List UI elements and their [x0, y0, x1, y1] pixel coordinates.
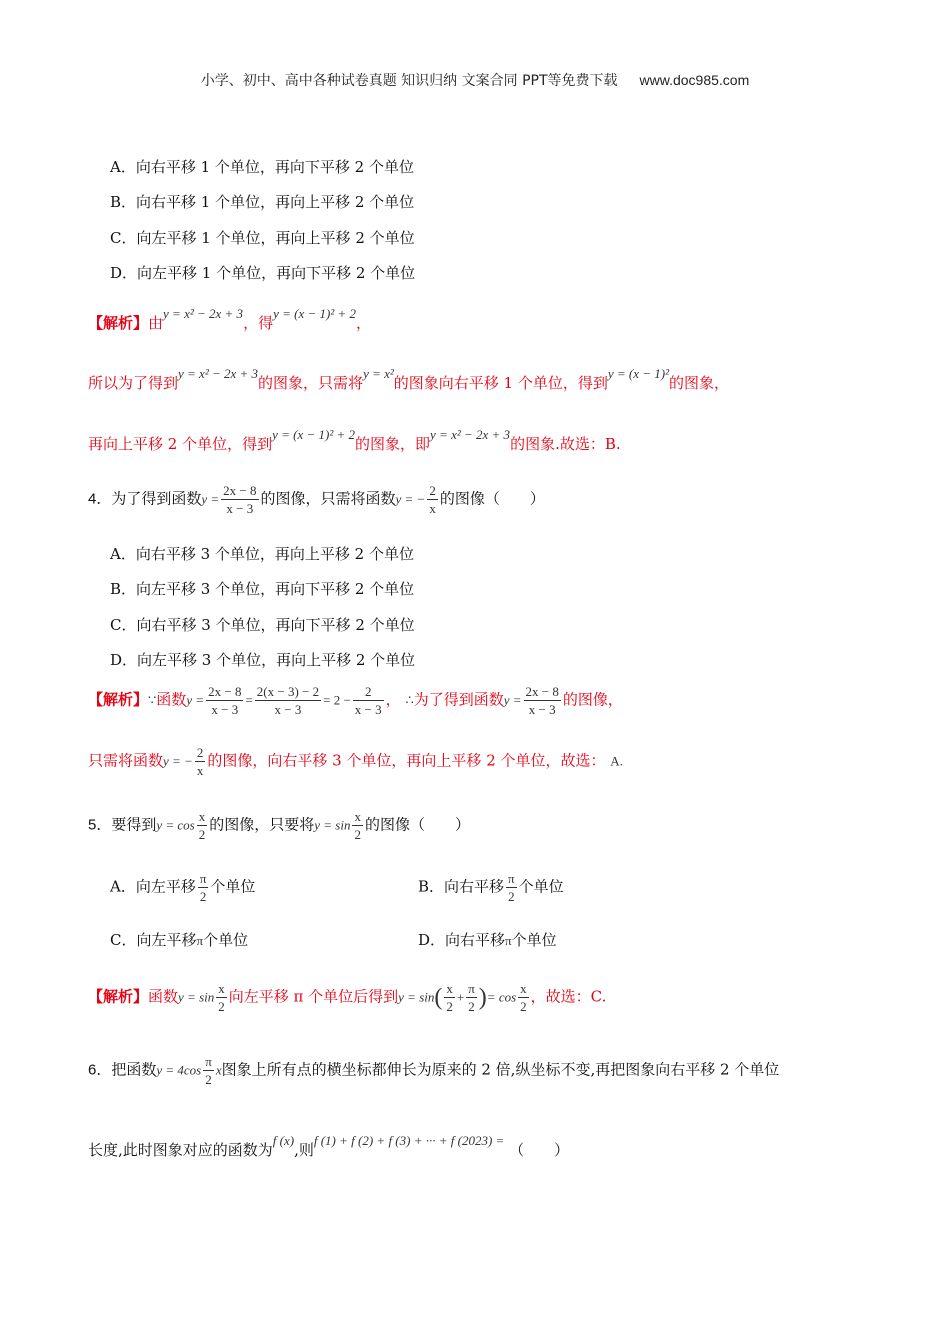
q6-stem-line2: 长度,此时图象对应的函数为f (x),则f (1) + f (2) + f (3) + ··· + f (2023) = （ ）	[88, 1133, 570, 1159]
solution-tag: 【解析】	[88, 314, 149, 332]
formula: y = x² − 2x + 3	[430, 427, 511, 442]
formula: y = (x − 1)²	[607, 366, 670, 381]
fraction: $\frac{2}{x}$	[429, 483, 436, 516]
solution-tag: 【解析】	[88, 690, 149, 709]
q5-option-a: A．向左平移 $\frac{\pi}{2}$ 个单位	[110, 871, 256, 904]
fraction: $\frac{x}{2}$	[520, 981, 527, 1014]
q3-option-b: B．向右平移 1 个单位，再向上平移 2 个单位	[110, 193, 415, 211]
q3-solution-line1: 【解析】由y = x² − 2x + 3，得y = (x − 1)² + 2，	[88, 306, 372, 332]
fraction: $\frac{\pi}{2}$	[468, 981, 475, 1014]
header-text: 小学、初中、高中各种试卷真题 知识归纳 文案合同 PPT等免费下载	[200, 73, 618, 89]
question-number: 5．	[88, 816, 112, 834]
q3-solution-line2: 所以为了得到y = x² − 2x + 3的图象，只需将y = x²的图象向右平移 1 个单位，得到y = (x − 1)²的图象，	[88, 366, 730, 392]
formula: f (1) + f (2) + f (3) + ··· + f (2023) =	[313, 1133, 505, 1148]
q5-option-b: B．向右平移 $\frac{\pi}{2}$ 个单位	[418, 871, 564, 904]
q4-stem: 4．为了得到函数y = $\frac{2x - 8}{x - 3}$ 的图像，只需将函数y = − $\frac{2}{x}$ 的图像（ ）	[88, 483, 545, 516]
q3-solution-line3: 再向上平移 2 个单位，得到y = (x − 1)² + 2的图象，即y = x² − 2x + 3的图象.故选：B.	[88, 427, 621, 453]
header-url[interactable]: www.doc985.com	[639, 72, 750, 88]
q5-option-c: C．向左平移π个单位	[110, 931, 249, 949]
question-number: 6．	[88, 1061, 112, 1079]
fraction: $\frac{x}{2}$	[446, 981, 453, 1014]
q5-option-d: D．向右平移π个单位	[418, 931, 557, 949]
q6-stem-line1: 6．把函数y = 4cos $\frac{\pi}{2}$ x图象上所有点的横坐标都伸长为原来的 2 倍,纵坐标不变,再把图象向右平移 2 个单位	[88, 1054, 780, 1087]
fraction: $\frac{x}{2}$	[354, 809, 361, 842]
page-header	[0, 70, 950, 90]
q5-solution: 【解析】函数y = sin $\frac{x}{2}$ 向左平移 π 个单位后得到y = sin( $\frac{x}{2}$ + $\frac{\pi}{2}$ )= cos $\frac{x}{2}$ ，故选：C.	[88, 981, 607, 1014]
formula: y = x² − 2x + 3	[163, 306, 244, 321]
fraction: $\frac{2x - 8}{x - 3}$	[525, 684, 559, 717]
q4-solution-line2: 只需将函数y = − $\frac{2}{x}$ 的图像，向右平移 3 个单位，再向上平移 2 个单位，故选： A.	[88, 745, 623, 778]
fraction: $\frac{\pi}{2}$	[205, 1054, 212, 1087]
fraction: $\frac{2x - 8}{x - 3}$	[208, 684, 242, 717]
q4-option-d: D．向左平移 3 个单位，再向上平移 2 个单位	[110, 651, 416, 669]
fraction: $\frac{\pi}{2}$	[508, 871, 515, 904]
formula: y = (x − 1)² + 2	[272, 427, 356, 442]
formula: y = x² − 2x + 3	[178, 366, 259, 381]
answer: A	[610, 753, 620, 769]
q3-option-d: D．向左平移 1 个单位，再向下平移 2 个单位	[110, 264, 416, 282]
formula: y = (x − 1)² + 2	[273, 306, 356, 321]
q3-option-c: C．向左平移 1 个单位，再向上平移 2 个单位	[110, 229, 415, 247]
q5-stem: 5．要得到y = cos $\frac{x}{2}$ 的图像，只要将y = sin $\frac{x}{2}$ 的图像（ ）	[88, 809, 470, 842]
fraction: $\frac{2(x - 3) - 2}{x - 3}$	[256, 684, 320, 717]
q4-option-a: A．向右平移 3 个单位，再向上平移 2 个单位	[110, 545, 414, 563]
question-number: 4．	[88, 490, 112, 508]
fraction: $\frac{2x - 8}{x - 3}$	[223, 483, 257, 516]
q4-option-b: B．向左平移 3 个单位，再向下平移 2 个单位	[110, 580, 415, 598]
solution-tag: 【解析】	[88, 987, 149, 1006]
fraction: $\frac{x}{2}$	[218, 981, 225, 1014]
fraction: $\frac{2}{x}$	[196, 745, 204, 778]
fraction: $\frac{2}{x - 3}$	[354, 684, 382, 717]
q4-option-c: C．向右平移 3 个单位，再向下平移 2 个单位	[110, 616, 415, 634]
fraction: $\frac{x}{2}$	[198, 809, 206, 842]
formula: y = x²	[363, 366, 394, 381]
formula: f (x)	[272, 1133, 295, 1148]
q3-option-a: A．向右平移 1 个单位，再向下平移 2 个单位	[110, 158, 414, 176]
q4-solution-line1: 【解析】∵函数y = $\frac{2x - 8}{x - 3}$ = $\frac{2(x - 3) - 2}{x - 3}$ = 2 − $\frac{2}{x - 3}$ ， ∴为了得到函数y = $\frac{2x - 8}{x - 3}$ 的图像，	[88, 684, 623, 717]
fraction: $\frac{\pi}{2}$	[199, 871, 207, 904]
